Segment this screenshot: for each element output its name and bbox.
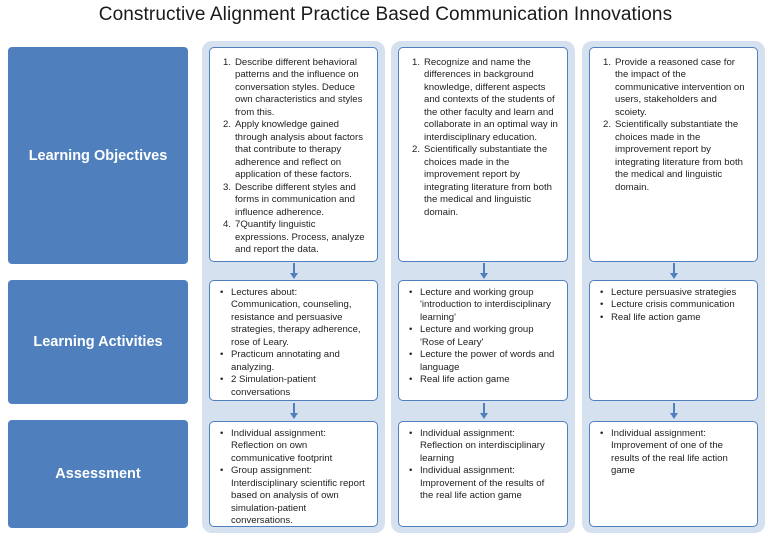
list-item: 2. Scientifically substantiate the choices made in the improvement report by integrating literature from both the medical and linguistic domain. <box>603 119 743 193</box>
list-item: • 2 Simulation-patient conversations <box>220 374 316 398</box>
list-item: 2. Apply knowledge gained through analysis about factors that contribute to therapy adherence and reflect on application of these factors. <box>223 119 363 181</box>
diagram-title: Constructive Alignment Practice Based Communication Innovations <box>98 4 673 25</box>
assessment-card-2 <box>398 421 568 527</box>
assessment-card-3 <box>589 421 758 527</box>
list-item: • Individual assignment: Improvement of the results of the real life action game <box>409 465 545 502</box>
activities-card-2 <box>398 280 568 401</box>
arrow-down-icon <box>479 263 489 280</box>
list-item: • Real life action game <box>600 311 701 323</box>
arrow-down-icon <box>479 403 489 420</box>
row-label-learning-activities: Learning Activities <box>8 280 188 404</box>
objectives-card-1 <box>209 47 378 262</box>
list-item: • Individual assignment: Improvement of one of the results of the real life action game <box>600 428 728 477</box>
row-label-learning-objectives: Learning Objectives <box>8 47 188 264</box>
list-item: • Group assignment: Interdisciplinary scientific report based on analysis of own simulation-patient conversations. <box>220 465 365 527</box>
arrow-down-icon <box>669 263 679 280</box>
arrow-down-icon <box>289 263 299 280</box>
list-item: • Individual assignment: Reflection on own communicative footprint <box>220 428 333 464</box>
list-item: 4. 7Quantify linguistic expressions. Process, analyze and report the data. <box>223 219 365 256</box>
list-item: • Lecture persuasive strategies <box>600 287 737 298</box>
objectives-card-2 <box>398 47 568 262</box>
list-item: 1. Provide a reasoned case for the impact of the communicative intervention on users, stakeholders and scoiety. <box>603 57 745 118</box>
list-item: • Lecture and working group 'Rose of Leary' <box>409 324 534 348</box>
arrow-down-icon <box>289 403 299 420</box>
arrow-down-icon <box>669 403 679 420</box>
activities-card-3 <box>589 280 758 401</box>
list-item: 2. Scientifically substantiate the choices made in the improvement report by integrating literature from both the medical and linguistic domain. <box>412 144 552 218</box>
list-item: • Lectures about: Communication, counseling, resistance and persuasive strategies, therapy adherence, rose of Leary. <box>220 287 361 348</box>
list-item: • Practicum annotating and analyzing. <box>220 349 340 373</box>
list-item: • Lecture the power of words and language <box>409 349 555 373</box>
list-item: • Lecture and working group 'introduction to interdisciplinary learning' <box>409 287 551 323</box>
list-item: • Lecture crisis communication <box>600 299 735 311</box>
row-label-assessment: Assessment <box>8 420 188 528</box>
list-item: 1. Describe different behavioral patterns and the influence on conversation styles. Deduce own characteristics and styles from this. <box>223 57 363 118</box>
list-item: • Real life action game <box>409 374 510 386</box>
activities-card-1 <box>209 280 378 401</box>
list-item: • Individual assignment: Reflection on interdisciplinary learning <box>409 428 545 464</box>
assessment-card-1 <box>209 421 378 527</box>
list-item: 3. Describe different styles and forms in communication and influence adherence. <box>223 181 356 218</box>
list-item: 1. Recognize and name the differences in background knowledge, different aspects and contexts of the students of the other faculty and learn and collaborate in an optimal way in interdisciplinary education. <box>412 57 558 143</box>
objectives-card-3 <box>589 47 758 262</box>
